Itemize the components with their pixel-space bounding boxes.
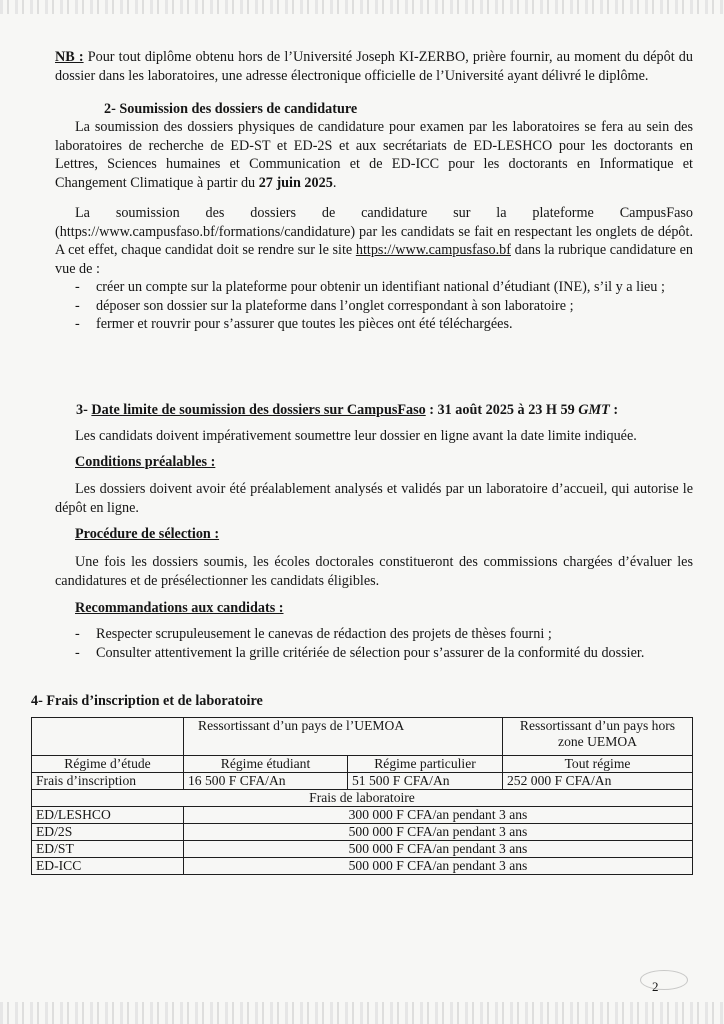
section-2-title	[104, 100, 664, 119]
procedure-title: Procédure de sélection :	[75, 526, 220, 542]
table-cell-lab-name: ED-ICC	[32, 858, 184, 875]
table-cell-lab-fee: 500 000 F CFA/an pendant 3 ans	[184, 858, 693, 875]
list-item: - Respecter scrupuleusement le canevas de rédaction des projets de thèses fourni ;	[55, 625, 693, 644]
conditions-title: Conditions préalables :	[75, 454, 216, 470]
table-row	[32, 718, 693, 756]
section-3-deadline: : 31 août 2025 à 23 H 59	[425, 402, 579, 418]
para-1-date: 27 juin 2025	[258, 174, 333, 191]
table-cell: Régime particulier	[348, 756, 503, 773]
table-cell-lab-name: ED/ST	[32, 841, 184, 858]
reco-title: Recommandations aux candidats :	[75, 600, 284, 616]
section-3-heading	[76, 401, 693, 420]
reco-list	[55, 625, 693, 662]
table-cell: 51 500 F CFA/An	[348, 773, 503, 790]
section-3-tz: GMT	[578, 402, 610, 418]
table-cell-lab-fee: 500 000 F CFA/an pendant 3 ans	[184, 841, 693, 858]
conditions-text	[55, 480, 693, 517]
procedure-paragraph: Une fois les dossiers soumis, les écoles doctorales constitueront des commissions chargées d’évaluer les candidatures et de présélectionner les candidats éligibles.	[55, 554, 693, 589]
table-row	[32, 841, 693, 858]
conditions-paragraph: Les dossiers doivent avoir été préalablement analysés et validés par un laboratoire d’accueil, qui autorise le dépôt en ligne.	[55, 481, 693, 516]
pencil-mark	[640, 970, 688, 990]
table-row	[32, 790, 693, 807]
table-header-uemoa: Ressortissant d’un pays de l’UEMOA	[184, 718, 503, 756]
table-cell: Régime étudiant	[184, 756, 348, 773]
para-1-text: La soumission des dossiers physiques de candidature pour examen par les laboratoires se fera au sein des laboratoires de recherche de ED-ST et ED-2S et aux secrétariats de ED-LESHCO pour les doctorants en Lettres, Sciences humaines et Communication et de ED-ICC pour les doctorants en Informatique et Changement Climatique à partir du	[55, 119, 693, 191]
section-3-title: Date limite de soumission des dossiers sur CampusFaso	[91, 402, 426, 418]
procedure-heading	[55, 525, 693, 544]
deadline-text	[55, 427, 693, 446]
table-row	[32, 858, 693, 875]
table-cell: Régime d’étude	[32, 756, 184, 773]
section-2-para-2	[55, 204, 693, 278]
section-2-para-1	[55, 118, 693, 192]
nb-label: NB :	[55, 49, 84, 65]
deadline-paragraph: Les candidats doivent impérativement soumettre leur dossier en ligne avant la date limite indiquée.	[75, 428, 637, 444]
section-4-heading	[31, 692, 693, 711]
page-number: 2	[652, 979, 659, 994]
table-cell-labo-header: Frais de laboratoire	[32, 790, 693, 807]
list-item: - créer un compte sur la plateforme pour obtenir un identifiant national d’étudiant (INE), s’il y a lieu ;	[55, 278, 693, 297]
section-3-colon: :	[609, 402, 619, 418]
table-cell: 252 000 F CFA/An	[503, 773, 693, 790]
para-2-text: La soumission des dossiers de candidature sur la plateforme CampusFaso (https://www.campusfaso.bf/formations/candidature) par les candidats se fait en respectant les onglets de dépôt. A cet effet, chaque candidat doit se rendre sur le site	[55, 205, 693, 258]
table-cell-lab-name: ED/LESHCO	[32, 807, 184, 824]
list-item: - fermer et rouvrir pour s’assurer que toutes les pièces ont été téléchargées.	[55, 315, 693, 334]
table-row	[32, 756, 693, 773]
table-cell-empty	[32, 718, 184, 756]
nb-text: Pour tout diplôme obtenu hors de l’Université Joseph KI-ZERBO, prière fournir, au moment du dépôt du dossier dans les laboratoires, une adresse électronique officielle de l’Université ayant délivré le diplôme.	[55, 49, 693, 84]
table-cell: Tout régime	[503, 756, 693, 773]
table-row	[32, 773, 693, 790]
nb-note	[55, 48, 693, 85]
section-2-list	[55, 278, 693, 334]
table-row	[32, 824, 693, 841]
section-3-num: 3-	[76, 402, 92, 418]
table-header-hors-uemoa: Ressortissant d’un pays hors zone UEMOA	[503, 718, 693, 756]
reco-heading	[55, 599, 693, 618]
para-1-end: .	[332, 174, 337, 191]
section-4-title: 4- Frais d’inscription et de laboratoire	[31, 693, 263, 709]
scan-artifact-bottom	[0, 1002, 724, 1024]
para-2-text-end: dans la rubrique candidature en vue de :	[55, 242, 693, 277]
table-cell-lab-name: ED/2S	[32, 824, 184, 841]
list-item: - déposer son dossier sur la plateforme dans l’onglet correspondant à son laboratoire ;	[55, 297, 693, 316]
section-2-heading: 2- Soumission des dossiers de candidature	[104, 101, 358, 117]
scan-artifact-top	[0, 0, 724, 14]
table-cell: Frais d’inscription	[32, 773, 184, 790]
fees-table	[31, 717, 693, 875]
table-cell: 16 500 F CFA/An	[184, 773, 348, 790]
table-row	[32, 807, 693, 824]
campusfaso-link[interactable]: https://www.campusfaso.bf	[355, 242, 511, 258]
table-cell-lab-fee: 500 000 F CFA/an pendant 3 ans	[184, 824, 693, 841]
conditions-heading	[55, 453, 693, 472]
list-item: - Consulter attentivement la grille critériée de sélection pour s’assurer de la conformité du dossier.	[55, 644, 693, 663]
table-cell-lab-fee: 300 000 F CFA/an pendant 3 ans	[184, 807, 693, 824]
procedure-text	[55, 553, 693, 590]
